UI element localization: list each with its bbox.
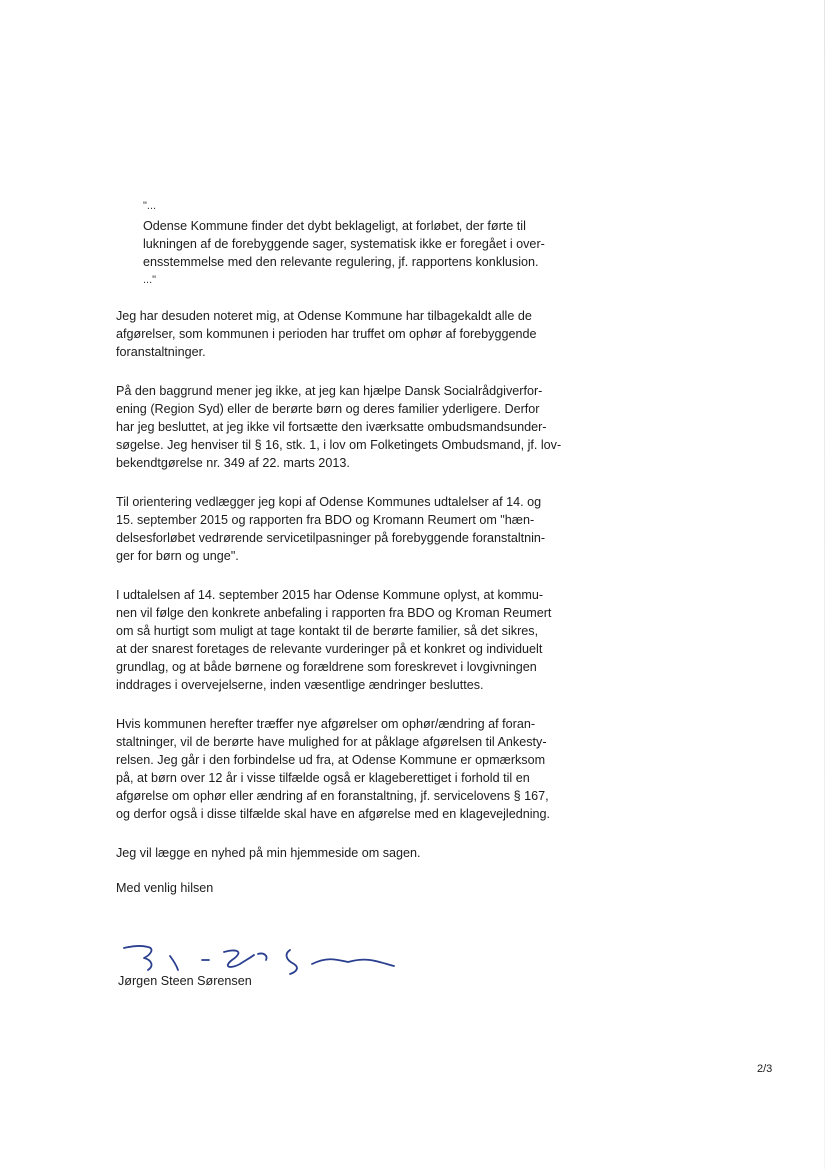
paragraph-line: delsesforløbet vedrørende servicetilpasninger på forebyggende foranstaltnin- — [116, 531, 546, 545]
paragraph-line: på, at børn over 12 år i visse tilfælde også er klageberettiget i forhold til en — [116, 771, 530, 785]
paragraph-line: inddrages i overvejelserne, inden væsentlige ændringer besluttes. — [116, 678, 484, 692]
paragraph-line: om så hurtigt som muligt at tage kontakt til de berørte familier, så det sikres, — [116, 624, 539, 638]
handwritten-signature — [118, 938, 398, 976]
paragraph-line: Hvis kommunen herefter træffer nye afgørelser om ophør/ændring af foran- — [116, 717, 536, 731]
paragraph-line: at der snarest foretages de relevante vurderinger på et konkret og individuelt — [116, 642, 543, 656]
paragraph-line: foranstaltninger. — [116, 345, 206, 359]
paragraph-line: bekendtgørelse nr. 349 af 22. marts 2013. — [116, 456, 350, 470]
paragraph-line: 15. september 2015 og rapporten fra BDO og Kromann Reumert om "hæn- — [116, 513, 535, 527]
paragraph-line: Til orientering vedlægger jeg kopi af Odense Kommunes udtalelser af 14. og — [116, 495, 542, 509]
scan-edge — [824, 0, 825, 1169]
quote-open-mark: "... — [143, 200, 157, 212]
quote-line: ensstemmelse med den relevante regulering, jf. rapportens konklusion. — [143, 255, 539, 269]
paragraph-line: og derfor også i disse tilfælde skal have en afgørelse med en klagevejledning. — [116, 807, 551, 821]
signer-name: Jørgen Steen Sørensen — [118, 974, 252, 988]
paragraph-line: ening (Region Syd) eller de berørte børn og deres familier yderligere. Derfor — [116, 402, 540, 416]
paragraph-line: har jeg besluttet, at jeg ikke vil fortsætte den iværksatte ombudsmandsunder- — [116, 420, 547, 434]
paragraph-line: søgelse. Jeg henviser til § 16, stk. 1, i lov om Folketingets Ombudsmand, jf. lov- — [116, 438, 562, 452]
paragraph-line: nen vil følge den konkrete anbefaling i rapporten fra BDO og Kroman Reumert — [116, 606, 552, 620]
paragraph-line: ger for børn og unge". — [116, 549, 239, 563]
paragraph-line: Jeg har desuden noteret mig, at Odense Kommune har tilbagekaldt alle de — [116, 309, 532, 323]
quote-line: Odense Kommune finder det dybt beklageligt, at forløbet, der førte til — [143, 219, 526, 233]
paragraph-line: I udtalelsen af 14. september 2015 har Odense Kommune oplyst, at kommu- — [116, 588, 544, 602]
paragraph-line: afgørelse om ophør eller ændring af en foranstaltning, jf. servicelovens § 167, — [116, 789, 549, 803]
page-number: 2/3 — [757, 1063, 773, 1075]
paragraph-line: afgørelser, som kommunen i perioden har truffet om ophør af forebyggende — [116, 327, 537, 341]
paragraph-line: Jeg vil lægge en nyhed på min hjemmeside om sagen. — [116, 846, 421, 860]
closing-salutation: Med venlig hilsen — [116, 881, 214, 895]
quote-close-mark: ..." — [143, 274, 157, 286]
paragraph-line: relsen. Jeg går i den forbindelse ud fra, at Odense Kommune er opmærksom — [116, 753, 546, 767]
quote-line: lukningen af de forebyggende sager, systematisk ikke er foregået i over- — [143, 237, 545, 251]
paragraph-line: grundlag, og at både børnene og forældrene som foreskrevet i lovgivningen — [116, 660, 537, 674]
paragraph-line: staltninger, vil de berørte have mulighed for at påklage afgørelsen til Ankesty- — [116, 735, 547, 749]
paragraph-line: På den baggrund mener jeg ikke, at jeg kan hjælpe Dansk Socialrådgiverfor- — [116, 384, 543, 398]
